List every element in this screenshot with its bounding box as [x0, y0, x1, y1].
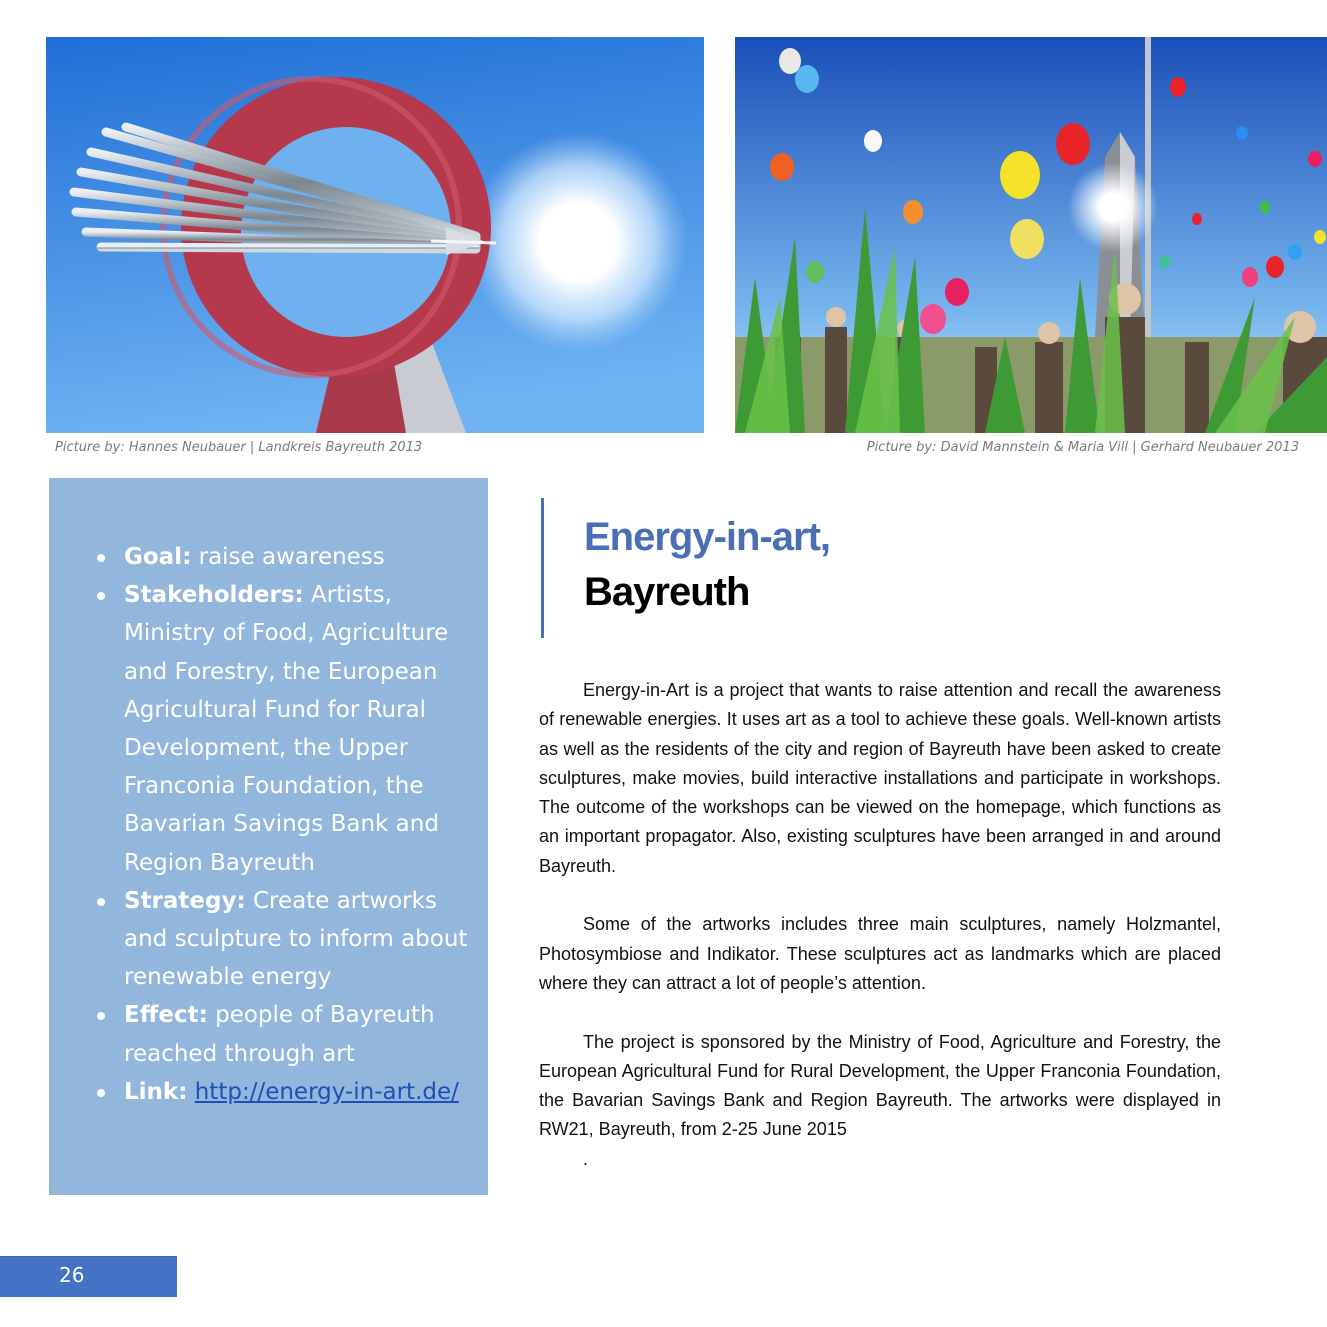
project-info-list [124, 538, 479, 1111]
strategy-item [124, 882, 479, 997]
project-website-link[interactable]: http://energy-in-art.de/ [194, 1078, 459, 1105]
effect-text: people of Bayreuth reached through art [124, 1002, 435, 1067]
page-number: 26 [59, 1263, 85, 1287]
balloons-photo-image [735, 37, 1327, 433]
effect-item [124, 996, 479, 1072]
body-paragraph-2: Some of the artworks includes three main sculptures, namely Holzmantel, Photosymbiose and Indikator. These sculptures act as landmarks which are placed where they can attract a lot of people’s attention. [539, 914, 1221, 993]
page-title-line2: Bayreuth [584, 570, 750, 614]
stakeholders-text: Artists, Ministry of Food, Agriculture and Forestry, the European Agricultural Fund for Rural Development, the Upper Franconia Foundation, the Bavarian Savings Bank and Region Bayreuth [124, 582, 449, 876]
goal-item [124, 538, 479, 576]
title-accent-rule [541, 498, 544, 638]
left-photo-caption: Picture by: Hannes Neubauer | Landkreis Bayreuth 2013 [55, 440, 423, 455]
goal-label: Goal: [124, 544, 192, 570]
right-photo-caption: Picture by: David Mannstein & Maria Vill | Gerhard Neubauer 2013 [866, 440, 1299, 455]
strategy-text: Create artworks and sculpture to inform about renewable energy [124, 887, 468, 991]
article-body [539, 676, 1221, 1174]
project-info-box [49, 478, 488, 1195]
body-paragraph-1: Energy-in-Art is a project that wants to raise attention and recall the awareness of renewable energies. It uses art as a tool to achieve these goals. Well-known artists as well as the residents of the city and region of Bayreuth have been asked to create sculptures, make movies, build interactive installations and participate in workshops. The outcome of the workshops can be viewed on the homepage, which functions as an important propagator. Also, existing sculptures have been arranged in and around Bayreuth. [539, 680, 1221, 876]
body-paragraph-4: . [583, 1148, 589, 1169]
effect-label: Effect: [124, 1002, 208, 1029]
link-label: Link: [124, 1078, 188, 1105]
body-paragraph-3: The project is sponsored by the Ministry of Food, Agriculture and Forestry, the European Agricultural Fund for Rural Development, the Upper Franconia Foundation, the Bavarian Savings Bank and Region Bayreuth. The artworks were displayed in RW21, Bayreuth, from 2-25 June 2015 [539, 1031, 1221, 1140]
sculpture-photo [46, 37, 704, 433]
balloons-photo [735, 37, 1327, 433]
sculpture-photo-image [46, 37, 704, 433]
page-number-bar [0, 1256, 177, 1297]
stakeholders-item [124, 576, 479, 882]
goal-text: raise awareness [191, 544, 385, 570]
page-title-line1: Energy-in-art, [584, 515, 831, 559]
stakeholders-label: Stakeholders: [124, 582, 304, 609]
strategy-label: Strategy: [124, 887, 246, 914]
link-item [124, 1073, 479, 1111]
